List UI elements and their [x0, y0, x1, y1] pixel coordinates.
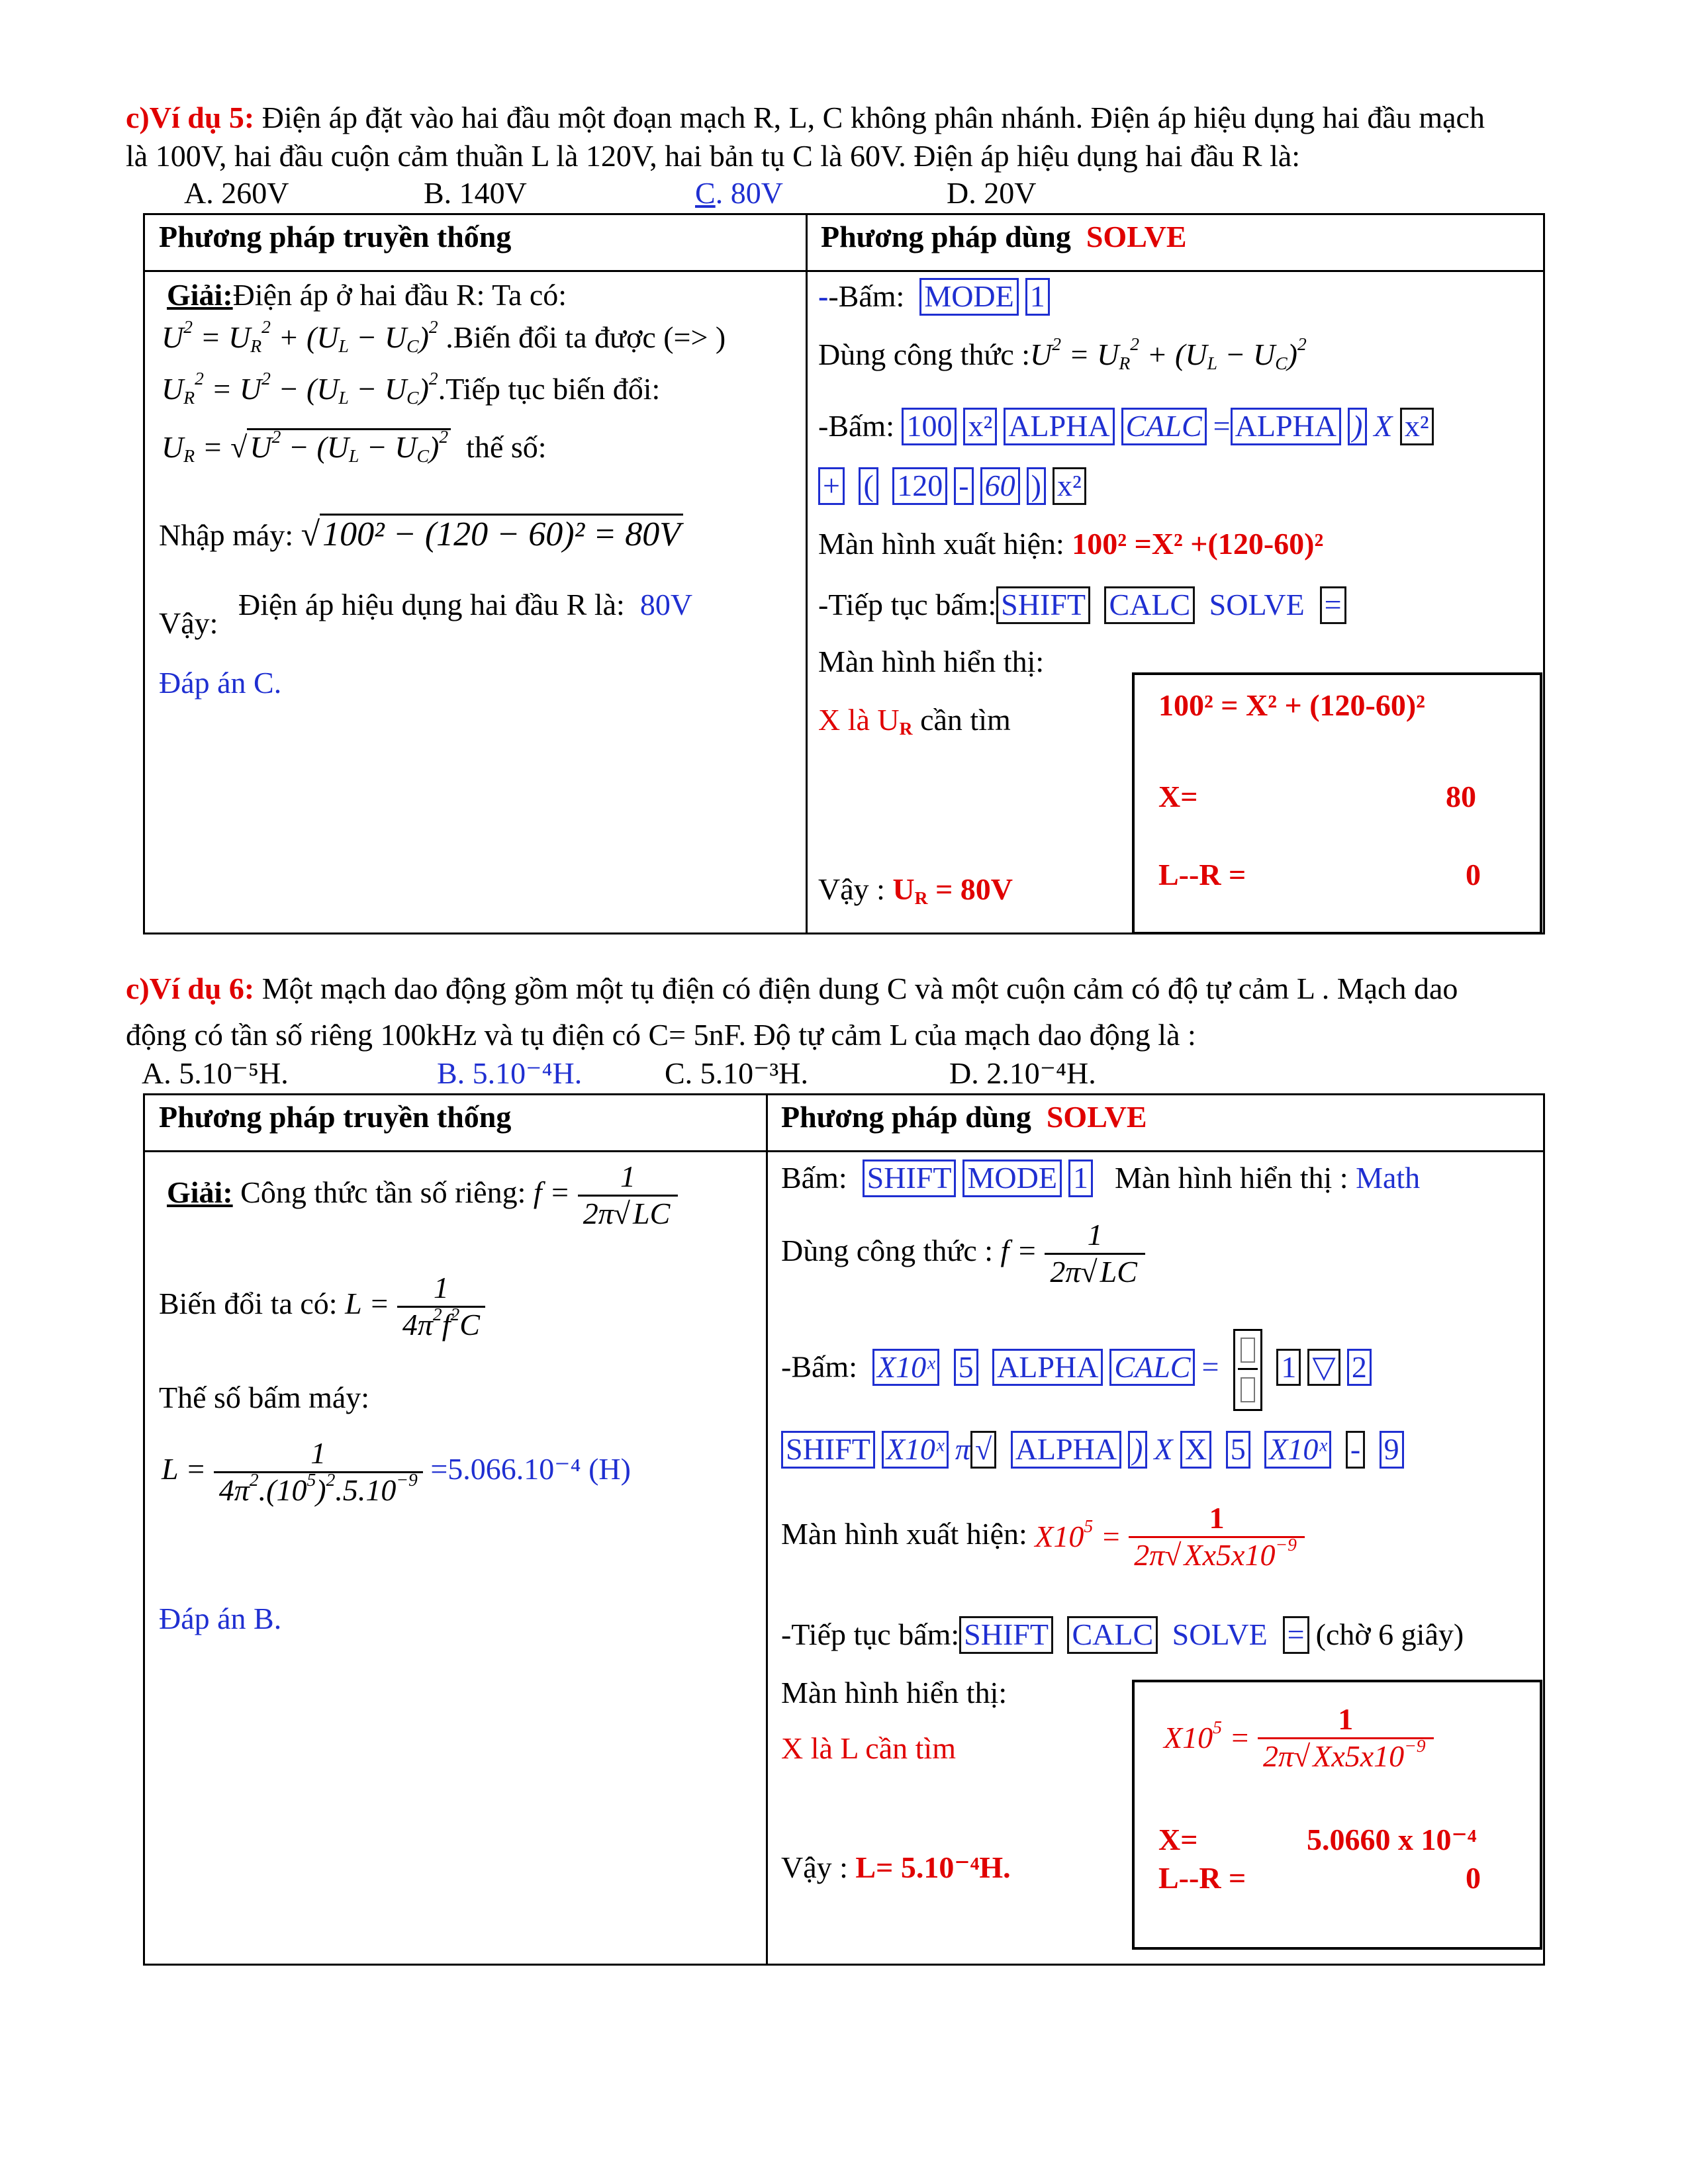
ex5-question-line1: c)Ví dụ 5: Điện áp đặt vào hai đầu một đoạn mạch R, L, C không phân nhánh. Điện áp hiệu dụng hai đầu mạch [126, 101, 1485, 134]
key-x10x[interactable]: X10ˣ [882, 1431, 949, 1469]
key-x[interactable]: X [1180, 1431, 1211, 1469]
ex5-display-x-label: X= [1158, 780, 1198, 813]
key-solve[interactable]: SOLVE [1209, 588, 1305, 621]
ex6-option-d: D. 2.10⁻⁴H. [949, 1056, 1096, 1090]
ex6-right-vay: Vậy : L= 5.10⁻⁴H. [781, 1850, 1011, 1884]
ex6-right-tiep: -Tiếp tục bấm: SHIFT CALC SOLVE = (chờ 6 giây) [781, 1616, 1464, 1654]
ex5-right-vay: Vậy : $U_R = 80V$ [818, 872, 1013, 908]
ex6-answer: Đáp án B. [159, 1602, 282, 1635]
ex6-right-keys3 [781, 1431, 1411, 1469]
key-1[interactable]: 1 [1068, 1160, 1093, 1197]
formula-inductance: $\frac{1}{4\pi^2f^2C}$ [397, 1271, 485, 1343]
ex5-formula3: $U_R = √U^2 - (U_L - U_C)^2$ thế số: [162, 426, 547, 466]
ex6-label: c)Ví dụ 6: [126, 972, 255, 1005]
key-close-paren[interactable]: ) [1348, 408, 1367, 445]
ex5-right-screen-label: Màn hình xuất hiện: 100² =X² +(120-60)² [818, 527, 1324, 561]
ex5-option-c: C. 80V [695, 176, 783, 210]
key-open-paren[interactable]: ( [859, 467, 878, 505]
ex6-header-left: Phương pháp truyền thống [159, 1100, 512, 1134]
ex6-question-line1: c)Ví dụ 6: Một mạch dao động gồm một tụ điện có điện dung C và một cuộn cảm có độ tự cảm L . Mạch dao [126, 972, 1458, 1005]
ex6-left-calc: L = $\frac{1}{4\pi^2.(10^5)^2.5.10^{-9}}$ =5.066.10⁻⁴ (H) [162, 1436, 631, 1507]
key-solve[interactable]: SOLVE [1172, 1617, 1268, 1651]
key-equals[interactable]: = [1283, 1616, 1309, 1654]
ex5-question-line2: là 100V, hai đầu cuộn cảm thuần L là 120V, hai bản tụ C là 60V. Điện áp hiệu dụng hai đầu R là: [126, 139, 1301, 173]
key-calc[interactable]: CALC [1121, 408, 1207, 445]
ex5-option-d: D. 20V [947, 176, 1037, 210]
key-9[interactable]: 9 [1380, 1431, 1404, 1469]
ex6-display-x-label: X= [1158, 1823, 1198, 1856]
key-equals[interactable]: = [1201, 1349, 1219, 1384]
ex6-calculator-display [1132, 1680, 1542, 1950]
key-5[interactable]: 5 [1226, 1431, 1250, 1469]
ex5-option-b: B. 140V [424, 176, 527, 210]
key-2[interactable]: 2 [1347, 1349, 1372, 1387]
key-alpha[interactable]: ALPHA [1011, 1431, 1121, 1469]
ex5-conclusion: Điện áp hiệu dụng hai đầu R là: 80V [238, 588, 693, 621]
ex6-display-x-value: 5.0660 x 10⁻⁴ [1307, 1823, 1477, 1856]
ex5-display-lr-label: L--R = [1158, 858, 1246, 891]
key-minus[interactable]: - [1346, 1431, 1365, 1469]
key-plus[interactable]: + [818, 467, 845, 505]
ex6-question-line2: động có tần số riêng 100kHz và tụ điện có C= 5nF. Độ tự cảm L của mạch dao động là : [126, 1018, 1196, 1052]
ex5-right-x-is: X là $U_R$ cần tìm [818, 703, 1011, 739]
ex5-display-x-value: 80 [1446, 780, 1476, 813]
key-calc[interactable]: CALC [1104, 586, 1195, 624]
ex5-answer: Đáp án C. [159, 666, 282, 700]
ex5-label: c)Ví dụ 5: [126, 101, 255, 134]
ex5-right-dung: Dùng công thức $:U^2 = U_R^2 + (U_L - U_C)^2$ [818, 333, 1307, 373]
ex6-option-c: C. 5.10⁻³H. [665, 1056, 808, 1090]
key-5[interactable]: 5 [954, 1349, 978, 1387]
ex6-display-expr: $X10^5$ = $\frac{1}{2\pi√Xx5x10^{-9}}$ [1164, 1702, 1434, 1774]
key-mode[interactable]: MODE [919, 278, 1018, 316]
ex5-display-expr: 100² = X² + (120-60)² [1158, 688, 1425, 722]
key-shift[interactable]: SHIFT [996, 586, 1090, 624]
ex5-right-keys2: -Bấm: 100 x² ALPHA CALC = ALPHA ) X x² [818, 408, 1440, 445]
ex6-right-hien-thi: Màn hình hiển thị: [781, 1676, 1008, 1709]
ex5-formula2: $U_R^2 = U^2 - (U_L$ − $U_C)^2.Tiếp$ tục biến đổi: [162, 367, 661, 408]
key-x-squared[interactable]: x² [1400, 408, 1434, 445]
ex6-left-bien-doi: Biến đổi ta có: L = $\frac{1}{4\pi^2f^2C}$ [159, 1271, 485, 1343]
key-x-squared[interactable]: x² [1053, 467, 1086, 505]
key-down-arrow[interactable]: ▽ [1307, 1349, 1340, 1387]
key-1[interactable]: 1 [1025, 278, 1050, 316]
ex5-header-left: Phương pháp truyền thống [159, 220, 512, 253]
ex5-right-keys3 [818, 467, 1093, 505]
key-100[interactable]: 100 [902, 408, 957, 445]
ex5-nhap-may: Nhập máy: √100² − (120 − 60)² = 80V [159, 515, 683, 555]
key-calc[interactable]: CALC [1067, 1616, 1158, 1654]
key-shift[interactable]: SHIFT [959, 1616, 1053, 1654]
key-x10x[interactable]: X10ˣ [872, 1349, 939, 1387]
key-x10x[interactable]: X10ˣ [1264, 1431, 1331, 1469]
formula-substituted: $\frac{1}{4\pi^2.(10^5)^2.5.10^{-9}}$ [214, 1436, 423, 1508]
key-close-paren[interactable]: ) [1027, 467, 1046, 505]
key-mode[interactable]: MODE [962, 1160, 1061, 1197]
ex5-vay: Vậy: [159, 606, 218, 640]
ex5-right-tiep: -Tiếp tục bấm: SHIFT CALC SOLVE = [818, 586, 1353, 624]
ex5-formula1: $U^2 = U_R^2 + (U_L - U_C)^2$ .Biến đổi ta được (=> ) [162, 316, 726, 356]
ex6-option-b: B. 5.10⁻⁴H. [437, 1056, 583, 1090]
key-shift[interactable]: SHIFT [863, 1160, 957, 1197]
key-alpha[interactable]: ALPHA [1231, 408, 1341, 445]
formula-frequency: $\frac{1}{2\pi√LC}$ [578, 1160, 679, 1232]
key-x[interactable]: X [1374, 409, 1393, 443]
key-x-squared[interactable]: x² [963, 408, 997, 445]
key-equals[interactable]: = [1213, 409, 1231, 443]
ex6-left-the-so: Thế số bấm máy: [159, 1381, 370, 1414]
ex6-right-x-is: X là L cần tìm [781, 1731, 956, 1765]
key-shift[interactable]: SHIFT [781, 1431, 875, 1469]
key-calc[interactable]: CALC [1109, 1349, 1195, 1387]
ex6-left-cong-thuc: Giải: Công thức tần số riêng: f = $\frac{1}{2\pi√LC}$ [167, 1160, 678, 1232]
key-close-paren[interactable]: ) [1128, 1431, 1147, 1469]
ex6-display-lr-value: 0 [1466, 1861, 1481, 1895]
key-x[interactable]: X [1154, 1432, 1173, 1466]
key-pi[interactable]: π [955, 1432, 970, 1466]
key-sqrt[interactable]: √ [970, 1431, 996, 1469]
key-60[interactable]: 60 [980, 467, 1020, 505]
ex5-option-a: A. 260V [184, 176, 289, 210]
ex6-display-lr-label: L--R = [1158, 1861, 1246, 1895]
key-120[interactable]: 120 [892, 467, 947, 505]
ex6-right-bam: Bấm: SHIFT MODE 1 Màn hình hiển thị : Math [781, 1160, 1420, 1197]
ex6-option-a: A. 5.10⁻⁵H. [142, 1056, 289, 1090]
key-equals[interactable]: = [1320, 586, 1346, 624]
key-1[interactable]: 1 [1276, 1349, 1301, 1387]
ex6-header-right: Phương pháp dùng SOLVE [781, 1100, 1147, 1134]
ex5-right-hien-thi: Màn hình hiển thị: [818, 645, 1045, 678]
key-fraction-icon[interactable] [1233, 1329, 1262, 1411]
key-alpha[interactable]: ALPHA [992, 1349, 1103, 1387]
ex6-right-keys2: -Bấm: X10ˣ 5 ALPHA CALC = 1 ▽ 2 [781, 1329, 1378, 1411]
ex6-right-dung: Dùng công thức : f = $\frac{1}{2\pi√LC}$ [781, 1218, 1145, 1290]
ex5-calculator-display [1132, 672, 1542, 934]
ex5-header-right: Phương pháp dùng SOLVE [821, 220, 1187, 253]
ex5-display-lr-value: 0 [1466, 858, 1481, 891]
key-alpha[interactable]: ALPHA [1004, 408, 1114, 445]
ex5-right-bam: --Bấm: MODE 1 [818, 278, 1056, 316]
ex6-right-screen-label: Màn hình xuất hiện: $X10^5$ = $\frac{1}{2\pi√Xx5x10^{-9}}$ [781, 1501, 1305, 1573]
key-minus[interactable]: - [954, 467, 973, 505]
ex5-left-line1: Giải:Điện áp ở hai đầu R: Ta có: [167, 278, 567, 312]
